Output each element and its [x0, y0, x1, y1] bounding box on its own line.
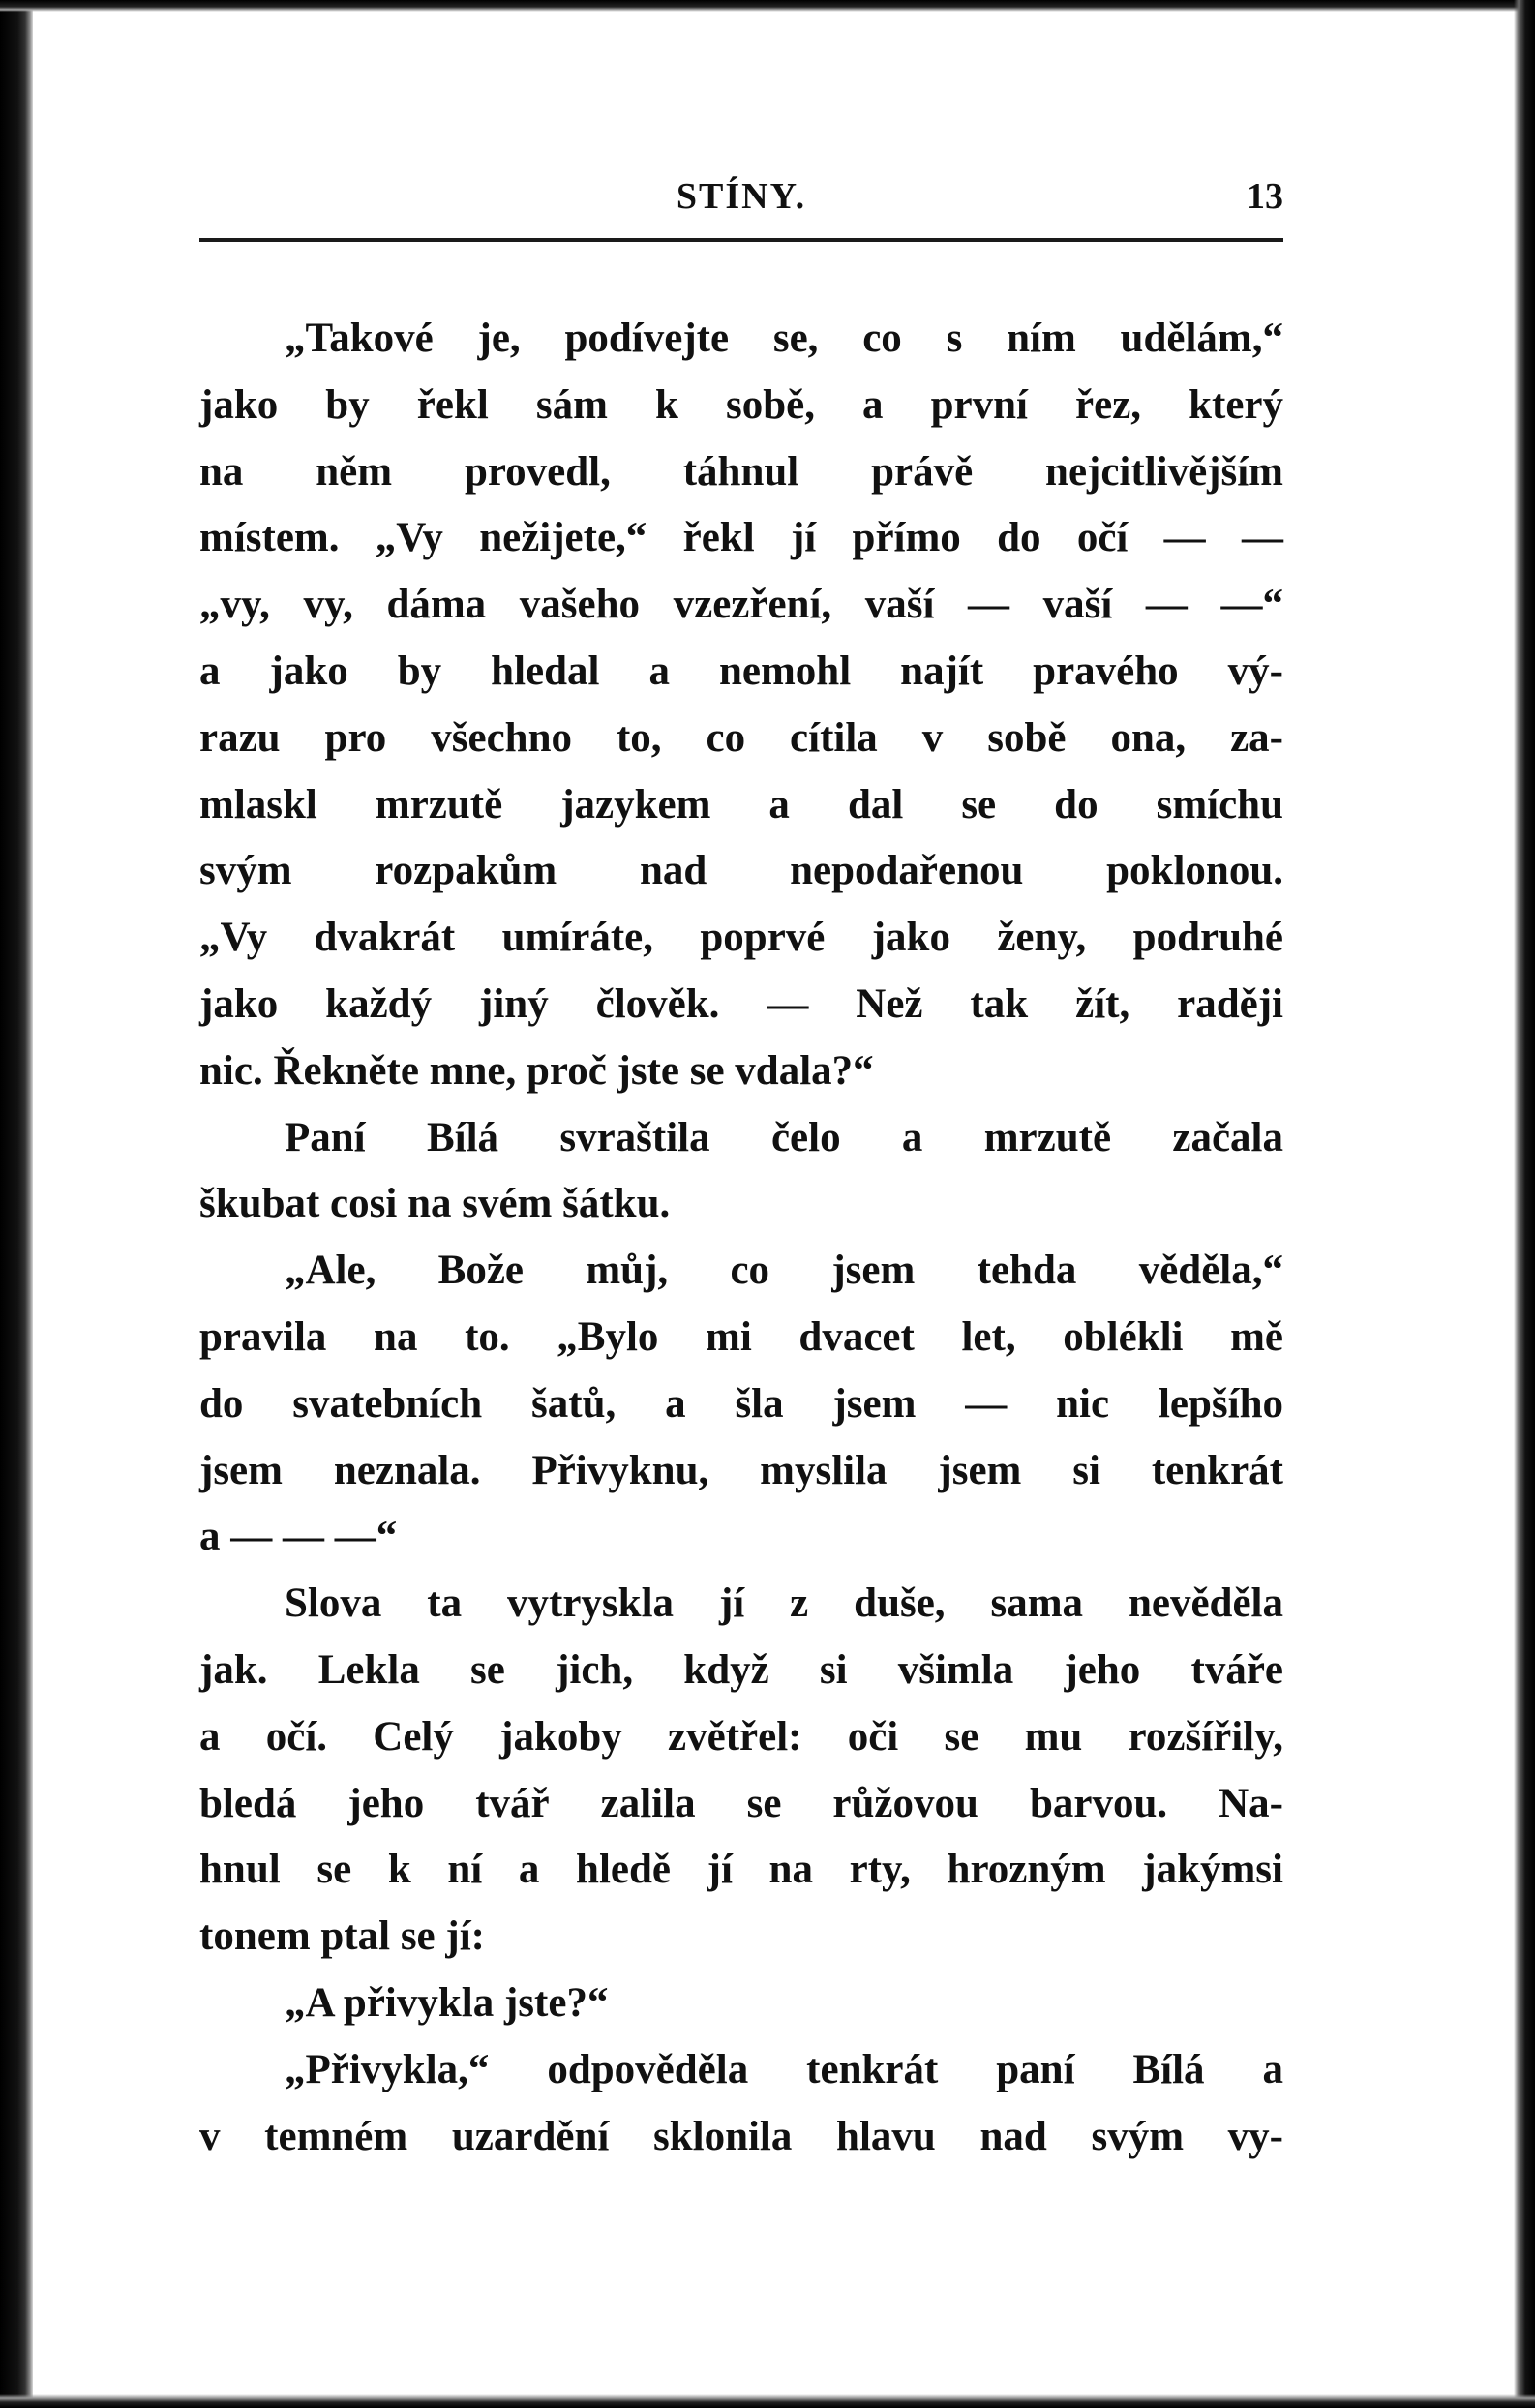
- text-line: jsem neznala. Přivyknu, myslila jsem si tenkrát: [199, 1447, 1283, 1493]
- running-head: [199, 169, 1283, 237]
- page-number: 13: [1247, 176, 1283, 217]
- text-line: a jako by hledal a nemohl najít pravého vý-: [199, 647, 1283, 694]
- text-line: „vy, vy, dáma vašeho vzezření, vaší — vaší — —“: [199, 582, 1283, 628]
- text-line: mlaskl mrzutě jazykem a dal se do smíchu: [199, 781, 1283, 828]
- text-line: „Ale, Bože můj, co jsem tehda věděla,“: [285, 1248, 1283, 1294]
- text-line: Slova ta vytryskla jí z duše, sama nevěděla: [285, 1580, 1283, 1627]
- text-line: bledá jeho tvář zalila se růžovou barvou. Na-: [199, 1780, 1283, 1826]
- text-line: jako každý jiný člověk. — Než tak žít, raději: [199, 980, 1283, 1027]
- text-line: pravila na to. „Bylo mi dvacet let, oblékli mě: [199, 1313, 1283, 1360]
- body-text: [199, 306, 1283, 2170]
- text-line: razu pro všechno to, co cítila v sobě ona, za-: [199, 714, 1283, 761]
- text-line: „A přivykla jste?“: [285, 1979, 609, 2026]
- scan-edge-right: [1514, 0, 1535, 2408]
- text-line: v temném uzardění sklonila hlavu nad svým vy-: [199, 2113, 1283, 2159]
- text-line: a očí. Celý jakoby zvětřel: oči se mu rozšířily,: [199, 1713, 1283, 1760]
- text-line: jako by řekl sám k sobě, a první řez, který: [199, 381, 1283, 428]
- page-title: STÍNY.: [676, 176, 807, 217]
- scan-edge-left: [0, 0, 33, 2408]
- text-line: hnul se k ní a hledě jí na rty, hrozným jakýmsi: [199, 1847, 1283, 1893]
- text-line: do svatebních šatů, a šla jsem — nic lepšího: [199, 1380, 1283, 1427]
- text-line: tonem ptal se jí:: [199, 1913, 485, 1960]
- text-line: svým rozpakům nad nepodařenou poklonou.: [199, 848, 1283, 894]
- scan-edge-bottom: [0, 2394, 1535, 2408]
- text-line: „Přivykla,“ odpověděla tenkrát paní Bílá a: [285, 2046, 1283, 2092]
- header-rule: [199, 238, 1283, 242]
- text-line: a — — —“: [199, 1514, 398, 1560]
- scan-edge-top: [0, 0, 1535, 12]
- text-line: jak. Lekla se jich, když si všimla jeho tváře: [199, 1646, 1283, 1693]
- text-line: místem. „Vy nežijete,“ řekl jí přímo do očí — —: [199, 515, 1283, 561]
- text-line: škubat cosi na svém šátku.: [199, 1181, 671, 1227]
- text-line: Paní Bílá svraštila čelo a mrzutě začala: [285, 1114, 1283, 1160]
- text-line: na něm provedl, táhnul právě nejcitlivějším: [199, 448, 1283, 495]
- text-line: „Vy dvakrát umíráte, poprvé jako ženy, podruhé: [199, 915, 1283, 961]
- text-line: „Takové je, podívejte se, co s ním udělám,“: [285, 316, 1283, 361]
- text-line: nic. Řekněte mne, proč jste se vdala?“: [199, 1047, 874, 1094]
